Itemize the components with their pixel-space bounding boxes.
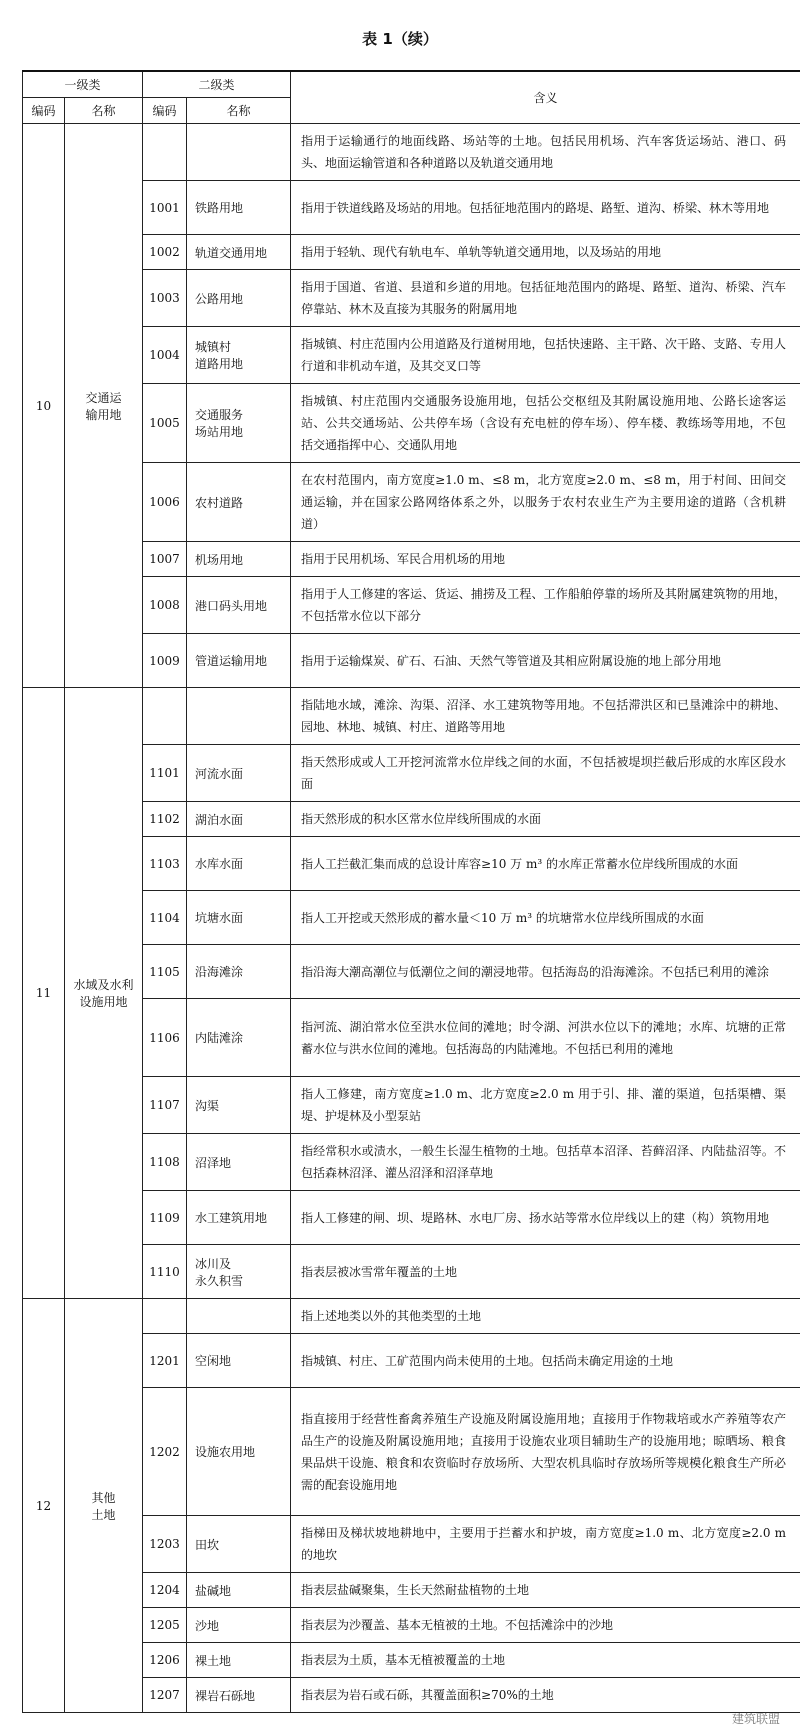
definition: 指用于民用机场、军民合用机场的用地 (291, 542, 800, 577)
level1-name: 其他 土地 (65, 1299, 143, 1713)
level2-name: 轨道交通用地 (187, 235, 291, 270)
level2-name: 冰川及 永久积雪 (187, 1245, 291, 1299)
level2-name: 公路用地 (187, 270, 291, 327)
table-row (23, 1299, 800, 1334)
level2-name: 铁路用地 (187, 181, 291, 235)
definition: 指用于轻轨、现代有轨电车、单轨等轨道交通用地，以及场站的用地 (291, 235, 800, 270)
definition: 指表层被冰雪常年覆盖的土地 (291, 1245, 800, 1299)
table-title: 表 1（续） (362, 30, 438, 48)
level1-name: 水域及水利 设施用地 (65, 688, 143, 1299)
level2-code: 1101 (143, 745, 187, 802)
level2-name: 港口码头用地 (187, 577, 291, 634)
level2-name (187, 688, 291, 745)
level2-name: 水工建筑用地 (187, 1191, 291, 1245)
level2-name (187, 124, 291, 181)
level2-name: 空闲地 (187, 1334, 291, 1388)
definition: 指梯田及梯状坡地耕地中，主要用于拦蓄水和护坡，南方宽度≥1.0 m、北方宽度≥2.0 m 的地坎 (291, 1516, 800, 1573)
land-use-classification-table (22, 70, 800, 1713)
level2-code: 1203 (143, 1516, 187, 1573)
level2-code: 1107 (143, 1077, 187, 1134)
level2-code: 1009 (143, 634, 187, 688)
definition: 指天然形成的积水区常水位岸线所围成的水面 (291, 802, 800, 837)
definition: 指经常积水或渍水，一般生长湿生植物的土地。包括草本沼泽、苔藓沼泽、内陆盐沼等。不包括森林沼泽、灌丛沼泽和沼泽草地 (291, 1134, 800, 1191)
level2-name: 城镇村 道路用地 (187, 327, 291, 384)
level2-name: 盐碱地 (187, 1573, 291, 1608)
level1-code: 12 (23, 1299, 65, 1713)
definition: 在农村范围内，南方宽度≥1.0 m、≤8 m，北方宽度≥2.0 m、≤8 m，用于村间、田间交通运输，并在国家公路网络体系之外，以服务于农村农业生产为主要用途的道路（含机耕道） (291, 463, 800, 542)
definition: 指用于铁道线路及场站的用地。包括征地范围内的路堤、路堑、道沟、桥梁、林木等用地 (291, 181, 800, 235)
level2-code: 1206 (143, 1643, 187, 1678)
level2-name: 机场用地 (187, 542, 291, 577)
level2-code: 1006 (143, 463, 187, 542)
watermark: 建筑联盟 (731, 1712, 780, 1726)
level1-code: 11 (23, 688, 65, 1299)
level2-code: 1002 (143, 235, 187, 270)
level2-name: 沟渠 (187, 1077, 291, 1134)
level2-name: 沼泽地 (187, 1134, 291, 1191)
level2-name: 湖泊水面 (187, 802, 291, 837)
table-row (23, 688, 800, 745)
level2-code: 1106 (143, 999, 187, 1077)
level2-name: 沿海滩涂 (187, 945, 291, 999)
level2-name (187, 1299, 291, 1334)
level2-name: 设施农用地 (187, 1388, 291, 1516)
level2-code: 1202 (143, 1388, 187, 1516)
level2-code (143, 124, 187, 181)
level2-name: 坑塘水面 (187, 891, 291, 945)
level2-code: 1201 (143, 1334, 187, 1388)
definition: 指表层盐碱聚集，生长天然耐盐植物的土地 (291, 1573, 800, 1608)
level2-code: 1005 (143, 384, 187, 463)
level2-name: 裸岩石砾地 (187, 1678, 291, 1713)
level2-code (143, 688, 187, 745)
definition: 指城镇、村庄范围内交通服务设施用地，包括公交枢纽及其附属设施用地、公路长途客运站、公共交通场站、公共停车场（含设有充电桩的停车场）、停车楼、教练场等用地，不包括交通指挥中心、交通队用地 (291, 384, 800, 463)
level2-code: 1110 (143, 1245, 187, 1299)
level2-name: 交通服务 场站用地 (187, 384, 291, 463)
level2-code: 1003 (143, 270, 187, 327)
header-name-2: 名称 (187, 98, 291, 124)
level2-name: 管道运输用地 (187, 634, 291, 688)
header-name-1: 名称 (65, 98, 143, 124)
level2-code (143, 1299, 187, 1334)
definition: 指用于运输通行的地面线路、场站等的土地。包括民用机场、汽车客货运场站、港口、码头、地面运输管道和各种道路以及轨道交通用地 (291, 124, 800, 181)
definition: 指人工拦截汇集而成的总设计库容≥10 万 m³ 的水库正常蓄水位岸线所围成的水面 (291, 837, 800, 891)
definition: 指表层为岩石或石砾，其覆盖面积≥70%的土地 (291, 1678, 800, 1713)
definition: 指陆地水域，滩涂、沟渠、沼泽、水工建筑物等用地。不包括滞洪区和已垦滩涂中的耕地、园地、林地、城镇、村庄、道路等用地 (291, 688, 800, 745)
level2-name: 农村道路 (187, 463, 291, 542)
definition: 指用于人工修建的客运、货运、捕捞及工程、工作船舶停靠的场所及其附属建筑物的用地，不包括常水位以下部分 (291, 577, 800, 634)
definition: 指用于国道、省道、县道和乡道的用地。包括征地范围内的路堤、路堑、道沟、桥梁、汽车停靠站、林木及直接为其服务的附属用地 (291, 270, 800, 327)
level2-name: 内陆滩涂 (187, 999, 291, 1077)
level2-code: 1204 (143, 1573, 187, 1608)
level2-code: 1105 (143, 945, 187, 999)
definition: 指表层为沙覆盖、基本无植被的土地。不包括滩涂中的沙地 (291, 1608, 800, 1643)
level2-code: 1109 (143, 1191, 187, 1245)
definition: 指天然形成或人工开挖河流常水位岸线之间的水面，不包括被堤坝拦截后形成的水库区段水面 (291, 745, 800, 802)
definition: 指城镇、村庄、工矿范围内尚未使用的土地。包括尚未确定用途的土地 (291, 1334, 800, 1388)
header-meaning: 含义 (291, 71, 800, 124)
header-level1: 一级类 (23, 71, 143, 98)
level2-code: 1108 (143, 1134, 187, 1191)
level2-code: 1207 (143, 1678, 187, 1713)
level1-code: 10 (23, 124, 65, 688)
level2-code: 1004 (143, 327, 187, 384)
table-row (23, 124, 800, 181)
level2-code: 1205 (143, 1608, 187, 1643)
definition: 指人工修建，南方宽度≥1.0 m、北方宽度≥2.0 m 用于引、排、灌的渠道，包括渠槽、渠堤、护堤林及小型泵站 (291, 1077, 800, 1134)
level2-name: 水库水面 (187, 837, 291, 891)
definition: 指表层为土质，基本无植被覆盖的土地 (291, 1643, 800, 1678)
level2-code: 1104 (143, 891, 187, 945)
definition: 指沿海大潮高潮位与低潮位之间的潮浸地带。包括海岛的沿海滩涂。不包括已利用的滩涂 (291, 945, 800, 999)
level2-code: 1007 (143, 542, 187, 577)
level2-code: 1102 (143, 802, 187, 837)
table-body (23, 124, 800, 1713)
level2-name: 河流水面 (187, 745, 291, 802)
definition: 指人工开挖或天然形成的蓄水量＜10 万 m³ 的坑塘常水位岸线所围成的水面 (291, 891, 800, 945)
definition: 指用于运输煤炭、矿石、石油、天然气等管道及其相应附属设施的地上部分用地 (291, 634, 800, 688)
definition: 指城镇、村庄范围内公用道路及行道树用地，包括快速路、主干路、次干路、支路、专用人行道和非机动车道，及其交叉口等 (291, 327, 800, 384)
level2-code: 1008 (143, 577, 187, 634)
level2-code: 1103 (143, 837, 187, 891)
definition: 指直接用于经营性畜禽养殖生产设施及附属设施用地；直接用于作物栽培或水产养殖等农产品生产的设施及附属设施用地；直接用于设施农业项目辅助生产的设施用地；晾晒场、粮食果品烘干设施、粮食和农资临时存放场所、大型农机具临时存放场所等规模化粮食生产所必需的配套设施用地 (291, 1388, 800, 1516)
level2-code: 1001 (143, 181, 187, 235)
definition: 指河流、湖泊常水位至洪水位间的滩地；时令湖、河洪水位以下的滩地；水库、坑塘的正常蓄水位与洪水位间的滩地。包括海岛的内陆滩地。不包括已利用的滩地 (291, 999, 800, 1077)
header-code-2: 编码 (143, 98, 187, 124)
header-level2: 二级类 (143, 71, 291, 98)
level2-name: 田坎 (187, 1516, 291, 1573)
level2-name: 沙地 (187, 1608, 291, 1643)
definition: 指人工修建的闸、坝、堤路林、水电厂房、扬水站等常水位岸线以上的建（构）筑物用地 (291, 1191, 800, 1245)
definition: 指上述地类以外的其他类型的土地 (291, 1299, 800, 1334)
header-code-1: 编码 (23, 98, 65, 124)
level1-name: 交通运 输用地 (65, 124, 143, 688)
level2-name: 裸土地 (187, 1643, 291, 1678)
